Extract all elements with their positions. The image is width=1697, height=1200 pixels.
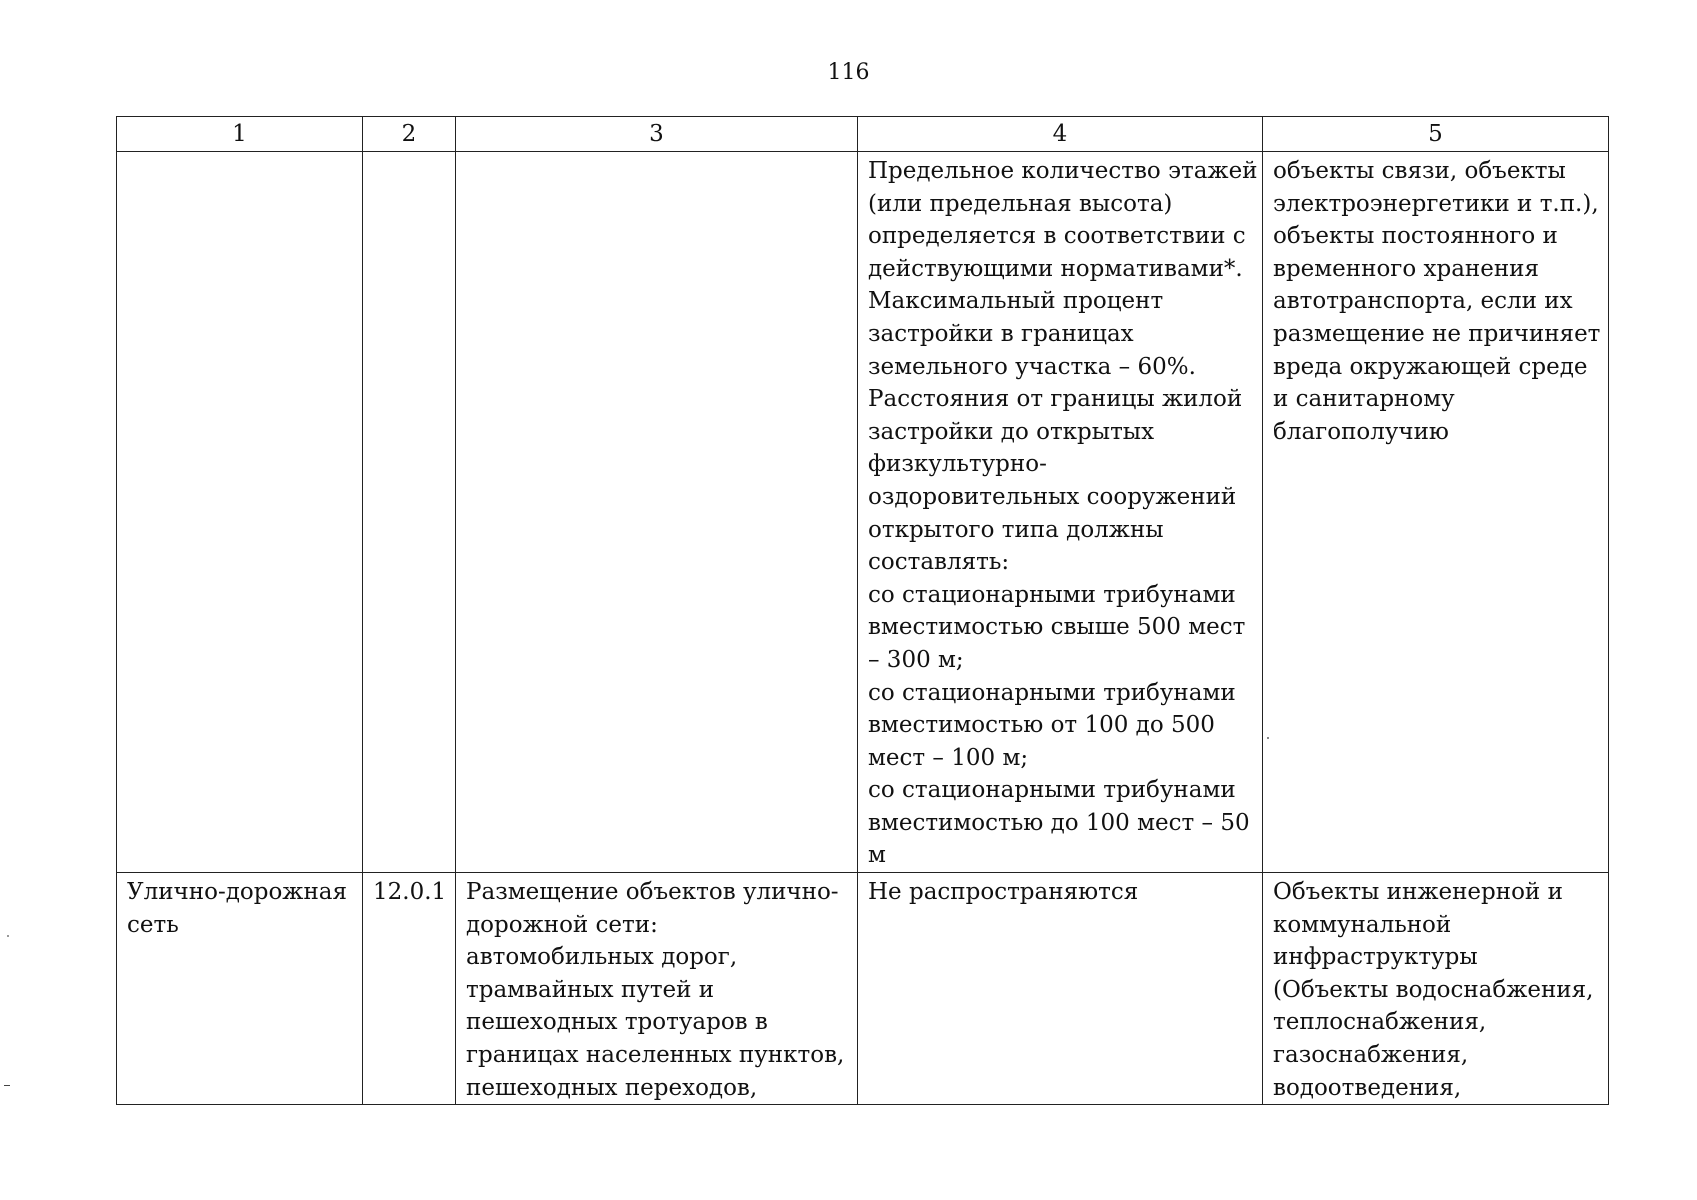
cell-text-line: со стационарными трибунами: [868, 777, 1236, 804]
header-row: [117, 117, 1609, 152]
cell-description: [456, 152, 858, 873]
cell-text-line: определяется в соответствии с: [868, 223, 1246, 250]
page-number: 116: [827, 60, 870, 85]
cell-text-line: со стационарными трибунами: [868, 581, 1236, 608]
cell-text-line: инфраструктуры: [1273, 944, 1478, 971]
cell-text-line: электроэнергетики и т.п.),: [1273, 190, 1599, 217]
cell-text-line: границах населенных пунктов,: [466, 1042, 845, 1069]
cell-text-line: Предельное количество этажей: [868, 158, 1258, 184]
cell-parameters: [858, 873, 1263, 1105]
cell-text-line: Улично-дорожная: [127, 879, 348, 906]
cell-text-line: (или предельная высота): [868, 190, 1173, 217]
cell-text-line: вместимостью свыше 500 мест: [868, 614, 1246, 641]
column-header-2: 2: [363, 117, 456, 152]
cell-text-line: вреда окружающей среде: [1273, 353, 1588, 380]
column-header-1: 1: [117, 117, 363, 152]
cell-description: [456, 873, 858, 1105]
margin-scan-mark: [4, 1085, 10, 1086]
cell-text-line: водоотведения,: [1273, 1074, 1462, 1101]
cell-text-line: застройки до открытых: [868, 418, 1155, 445]
cell-text-line: Не распространяются: [868, 879, 1139, 906]
table-row-continued: [117, 152, 1609, 873]
cell-auxiliary-uses: [1263, 873, 1609, 1105]
cell-text-line: трамвайных путей и: [466, 976, 715, 1003]
cell-text-line: благополучию: [1273, 418, 1449, 445]
cell-text-line: физкультурно-: [868, 451, 1047, 478]
cell-text-line: коммунальной: [1273, 911, 1452, 938]
margin-scan-dot: [7, 935, 9, 937]
cell-text-line: временного хранения: [1273, 255, 1540, 282]
cell-text-line: Расстояния от границы жилой: [868, 386, 1243, 413]
cell-text-line: Максимальный процент: [868, 288, 1164, 315]
cell-text-line: и санитарному: [1273, 386, 1455, 413]
cell-text-line: теплоснабжения,: [1273, 1009, 1487, 1036]
cell-text-line: объекты постоянного и: [1273, 223, 1558, 250]
cell-use-type: [117, 152, 363, 873]
cell-text-line: газоснабжения,: [1273, 1042, 1469, 1069]
cell-text-line: Объекты инженерной и: [1273, 879, 1563, 906]
cell-text-line: мест – 100 м;: [868, 744, 1029, 771]
cell-text-line: автотранспорта, если их: [1273, 288, 1573, 315]
cell-text-line: действующими нормативами*.: [868, 255, 1243, 282]
scan-speck: [1267, 737, 1269, 739]
cell-text-line: земельного участка – 60%.: [868, 353, 1196, 380]
cell-text-line: – 300 м;: [868, 646, 964, 673]
table-row-street-network: [117, 873, 1609, 1105]
cell-text-line: открытого типа должны: [868, 516, 1164, 543]
cell-text-line: вместимостью от 100 до 500: [868, 712, 1215, 739]
column-header-4: 4: [858, 117, 1263, 152]
cell-text-line: объекты связи, объекты: [1273, 158, 1566, 184]
cell-text-line: пешеходных тротуаров в: [466, 1009, 768, 1036]
cell-text-line: сеть: [127, 911, 179, 938]
column-header-3: 3: [456, 117, 858, 152]
cell-text-line: размещение не причиняет: [1273, 320, 1601, 347]
cell-code: [363, 873, 456, 1105]
cell-text-line: 12.0.1: [373, 879, 447, 906]
cell-text-line: дорожной сети:: [466, 911, 658, 938]
cell-use-type: [117, 873, 363, 1105]
cell-text-line: вместимостью до 100 мест – 50: [868, 809, 1250, 836]
cell-auxiliary-uses: [1263, 152, 1609, 873]
cell-text-line: со стационарными трибунами: [868, 679, 1236, 706]
cell-text-line: Размещение объектов улично-: [466, 879, 839, 906]
cell-text-line: м: [868, 842, 886, 869]
cell-text-line: пешеходных переходов,: [466, 1074, 758, 1101]
cell-parameters: [858, 152, 1263, 873]
cell-code: [363, 152, 456, 873]
land-use-table: [116, 116, 1609, 1105]
cell-text-line: оздоровительных сооружений: [868, 483, 1237, 510]
cell-text-line: автомобильных дорог,: [466, 944, 738, 971]
cell-text-line: застройки в границах: [868, 320, 1134, 347]
cell-text-line: (Объекты водоснабжения,: [1273, 976, 1594, 1003]
column-header-5: 5: [1263, 117, 1609, 152]
cell-text-line: составлять:: [868, 549, 1010, 576]
